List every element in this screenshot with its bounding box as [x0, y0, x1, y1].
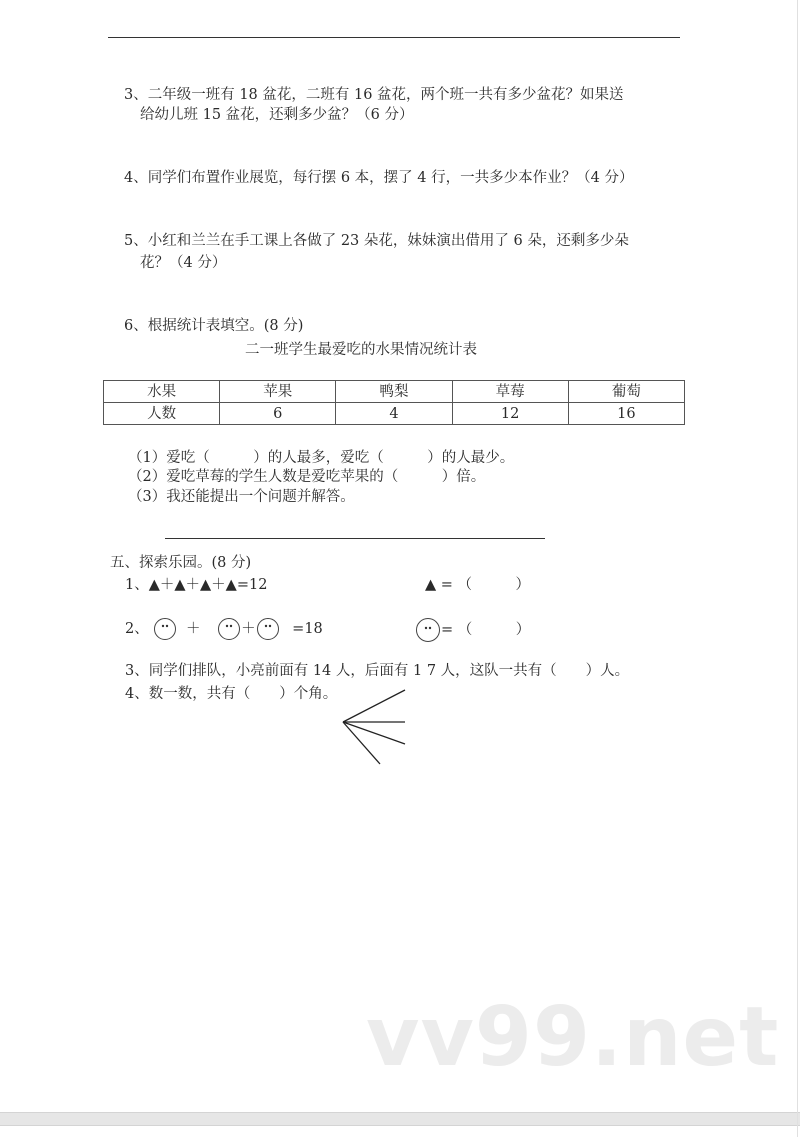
angle-figure — [330, 680, 420, 775]
watermark: vv99.net — [366, 990, 780, 1085]
smiley-face-icon — [256, 617, 280, 641]
section-5-title: 五、探索乐园。(8 分) — [110, 555, 252, 571]
table-cell: 葡萄 — [568, 381, 684, 403]
question-5-line2: 花？（4 分） — [140, 255, 227, 271]
fruit-stats-table — [103, 380, 685, 425]
table-title: 二一班学生最爱吃的水果情况统计表 — [245, 342, 477, 358]
question-4: 4、同学们布置作业展览，每行摆 6 本，摆了 4 行，一共多少本作业？（4 分） — [124, 170, 634, 186]
page-separator — [0, 1112, 800, 1126]
puzzle-1-equation: 1、▲＋▲＋▲＋▲=12 — [125, 577, 268, 593]
question-3-line1: 3、二年级一班有 18 盆花，二班有 16 盆花，两个班一共有多少盆花？如果送 — [124, 87, 624, 103]
question-3-line2: 给幼儿班 15 盆花，还剩多少盆？（6 分） — [140, 107, 414, 123]
puzzle-2-prefix: 2、 — [125, 621, 149, 637]
table-cell: 苹果 — [220, 381, 336, 403]
plus-sign: ＋ — [185, 621, 201, 637]
smiley-face-icon — [415, 617, 441, 643]
table-cell: 水果 — [104, 381, 220, 403]
plus-sign: ＋ — [241, 621, 256, 637]
table-row — [104, 403, 685, 425]
table-header-row — [104, 381, 685, 403]
smiley-face-icon — [153, 617, 177, 641]
page-edge — [797, 0, 798, 1137]
question-6: 6、根据统计表填空。(8 分) — [124, 318, 304, 334]
puzzle-4: 4、数一数，共有（ ）个角。 — [125, 686, 338, 702]
puzzle-2-answer — [415, 617, 530, 643]
puzzle-3: 3、同学们排队，小亮前面有 14 人，后面有 1 7 人，这队一共有（ ）人。 — [125, 663, 630, 679]
puzzle-2-result: =18 — [292, 621, 323, 637]
table-cell: 16 — [568, 403, 684, 425]
sub-question-3: （3）我还能提出一个问题并解答。 — [128, 489, 355, 505]
table-cell: 12 — [452, 403, 568, 425]
sub-question-1: （1）爱吃（ ）的人最多，爱吃（ ）的人最少。 — [128, 450, 515, 466]
top-rule — [108, 37, 680, 38]
question-5-line1: 5、小红和兰兰在手工课上各做了 23 朵花，妹妹演出借用了 6 朵，还剩多少朵 — [124, 233, 629, 249]
table-cell: 6 — [220, 403, 336, 425]
ray — [343, 690, 405, 722]
table-cell: 草莓 — [452, 381, 568, 403]
table-cell: 鸭梨 — [336, 381, 452, 403]
puzzle-1-answer: ▲ = （ ） — [425, 577, 531, 593]
table-cell: 人数 — [104, 403, 220, 425]
puzzle-2-answer-text: = （ ） — [441, 622, 531, 638]
answer-line — [165, 538, 545, 539]
smiley-face-icon — [217, 617, 241, 641]
puzzle-2-equation — [125, 617, 323, 641]
sub-question-2: （2）爱吃草莓的学生人数是爱吃苹果的（ ）倍。 — [128, 469, 486, 485]
table-cell: 4 — [336, 403, 452, 425]
